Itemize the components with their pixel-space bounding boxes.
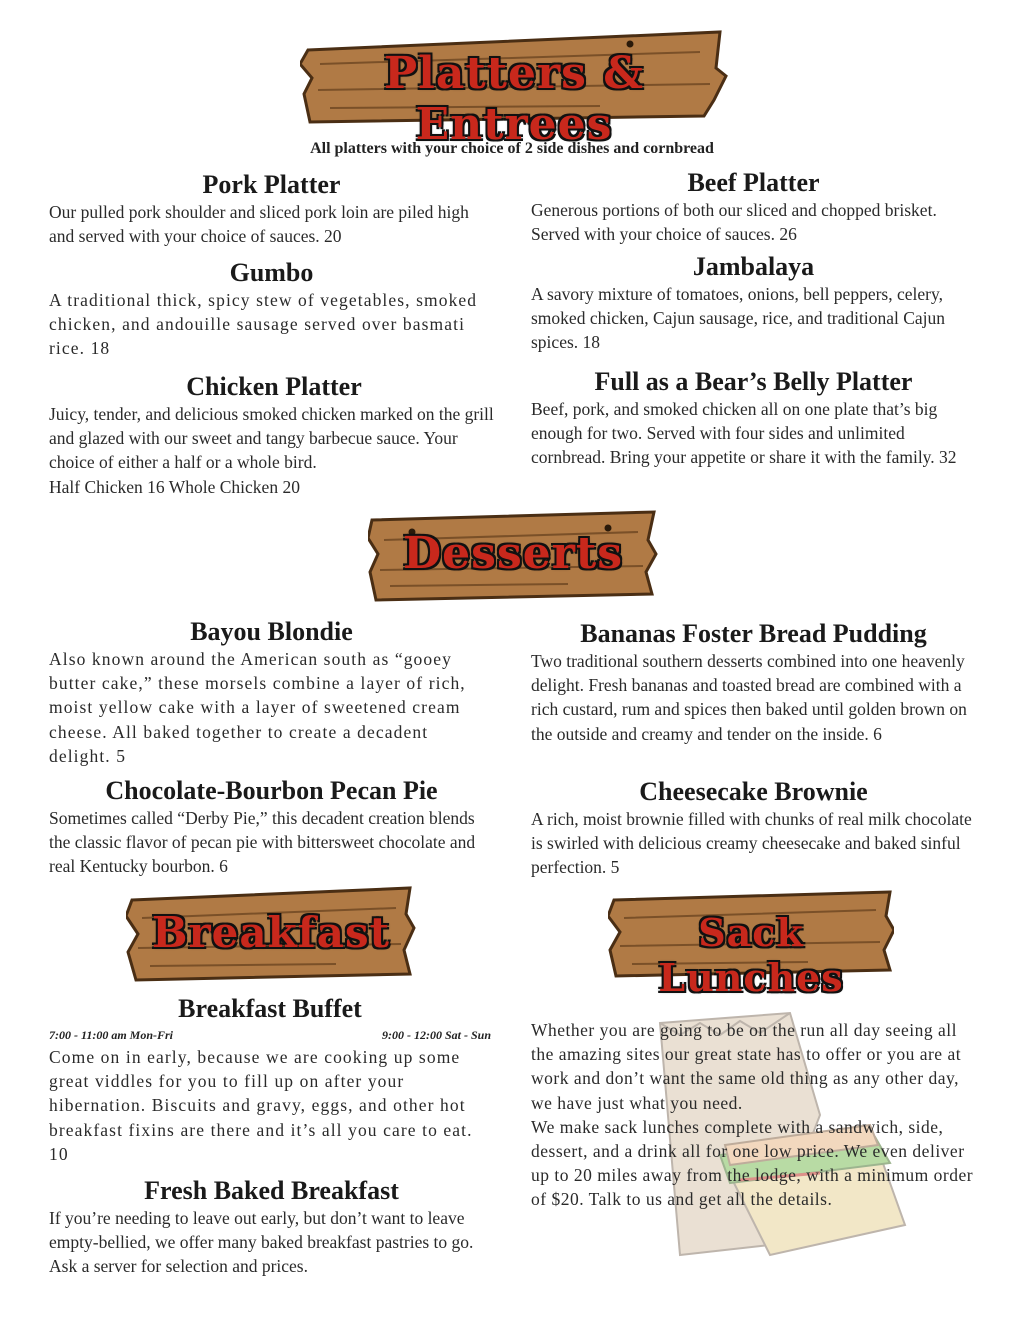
chicken-platter-desc: Juicy, tender, and delicious smoked chicken marked on the grill and glazed with our sweet and tangy barbecue sauce. Your choice of either a half or a whole bird. — [49, 404, 494, 473]
platters-sign-title: Platters & Entrees — [384, 48, 644, 150]
sack-lunch-desc-2: We make sack lunches complete with a sandwich, side, dessert, and a drink all for one low price. We even deliver up to 20 miles away from the lodge, with a minimum order of $20. Talk to us and get all the details. — [531, 1116, 974, 1210]
pecan-pie-item — [49, 776, 494, 879]
cheesecake-brownie-title: Cheesecake Brownie — [639, 777, 868, 806]
gumbo-desc: A traditional thick, spicy stew of vegetables, smoked chicken, and andouille sausage served over basmati rice. 18 — [49, 290, 478, 359]
bear-platter-title: Full as a Bear’s Belly Platter — [594, 367, 913, 396]
breakfast-hours — [49, 1028, 491, 1043]
pork-platter-title: Pork Platter — [202, 170, 341, 199]
beef-platter-item — [531, 168, 976, 246]
pork-platter-desc: Our pulled pork shoulder and sliced pork loin are piled high and served with your choice of sauces. 20 — [49, 202, 469, 247]
jambalaya-title: Jambalaya — [692, 252, 815, 281]
platters-subtitle: All platters with your choice of 2 side dishes and cornbread — [310, 140, 714, 157]
jambalaya-item — [531, 252, 976, 355]
breakfast-sign — [126, 886, 416, 982]
pecan-pie-desc: Sometimes called “Derby Pie,” this decadent creation blends the classic flavor of pecan pie with bittersweet chocolate and real Kentucky bourbon. 6 — [49, 808, 476, 877]
jambalaya-desc: A savory mixture of tomatoes, onions, bell peppers, celery, smoked chicken, Cajun sausage, rice, and traditional Cajun spices. 18 — [531, 284, 946, 353]
bananas-foster-desc: Two traditional southern desserts combined into one heavenly delight. Fresh bananas and toasted bread are combined with a rich custard, rum and spices then baked until golden brown on the outside and creamy and tender on the inside. 6 — [531, 651, 967, 744]
breakfast-buffet-desc: Come on in early, because we are cooking up some great viddles for you to fill up on after your hibernation. Biscuits and gravy, eggs, and other hot breakfast fixins are there and it’s all you care to eat. 10 — [49, 1047, 473, 1164]
cheesecake-brownie-item — [531, 777, 976, 880]
beef-platter-title: Beef Platter — [687, 168, 820, 197]
bayou-blondie-item — [49, 617, 494, 768]
sack-lunches-sign-title: Sack Lunches — [658, 910, 844, 1000]
breakfast-buffet-item — [49, 994, 491, 1166]
pecan-pie-title: Chocolate-Bourbon Pecan Pie — [105, 776, 438, 805]
chicken-platter-prices: Half Chicken 16 Whole Chicken 20 — [49, 476, 300, 497]
breakfast-sign-title: Breakfast — [152, 908, 390, 957]
bear-platter-item — [531, 367, 976, 470]
pork-platter-item — [49, 170, 494, 248]
sack-lunches-sign — [608, 888, 894, 1000]
weekend-hours: 9:00 - 12:00 Sat - Sun — [381, 1028, 491, 1042]
fresh-baked-item — [49, 1176, 494, 1279]
beef-platter-desc: Generous portions of both our sliced and chopped brisket. Served with your choice of sauces. 26 — [531, 200, 937, 245]
bayou-blondie-desc: Also known around the American south as “gooey butter cake,” these morsels combine a layer of rich, moist yellow cake with a layer of sweetened cream cheese. All baked together to create a decadent delight. 5 — [49, 649, 466, 766]
bananas-foster-title: Bananas Foster Bread Pudding — [580, 619, 927, 648]
weekday-hours: 7:00 - 11:00 am Mon-Fri — [49, 1028, 174, 1042]
gumbo-item — [49, 258, 494, 361]
cheesecake-brownie-desc: A rich, moist brownie filled with chunks of real milk chocolate is swirled with delicious creamy cheesecake and baked sinful perfection. 5 — [531, 809, 972, 878]
desserts-sign — [368, 510, 658, 602]
bear-platter-desc: Beef, pork, and smoked chicken all on one plate that’s big enough for two. Served with four sides and unlimited cornbread. Bring your appetite or share it with the family. 32 — [531, 399, 957, 468]
fresh-baked-desc: If you’re needing to leave out early, but don’t want to leave empty-bellied, we offer many baked breakfast pastries to go. Ask a server for selection and prices. — [49, 1208, 474, 1277]
sack-lunch-item — [531, 1018, 981, 1212]
sack-lunch-desc-1: Whether you are going to be on the run all day seeing all the amazing sites our great state has to offer or you are at work and don’t want the same old thing as any other day, we have just what you need. — [531, 1020, 962, 1113]
chicken-platter-title: Chicken Platter — [186, 372, 362, 401]
desserts-sign-title: Desserts — [403, 528, 623, 579]
bananas-foster-item — [531, 619, 976, 746]
bayou-blondie-title: Bayou Blondie — [190, 617, 353, 646]
fresh-baked-title: Fresh Baked Breakfast — [144, 1176, 399, 1205]
chicken-platter-item — [49, 372, 499, 499]
breakfast-buffet-title: Breakfast Buffet — [178, 994, 362, 1023]
gumbo-title: Gumbo — [229, 258, 314, 287]
